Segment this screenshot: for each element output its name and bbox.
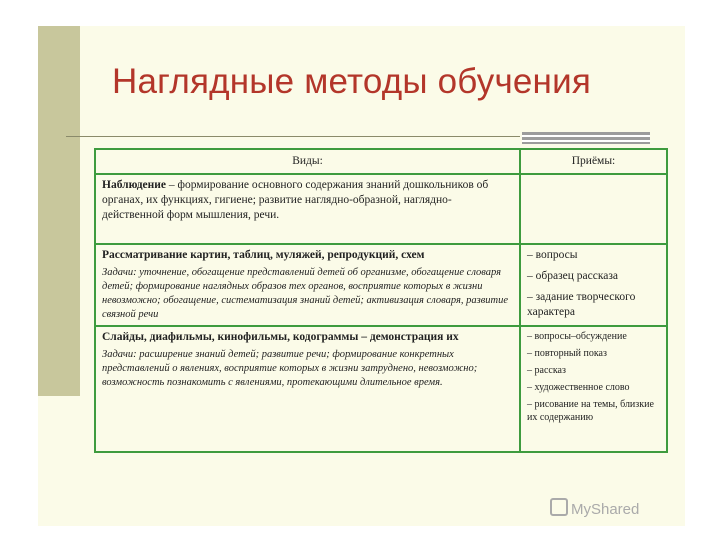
method-description: – формирование основного содержания знаний дошкольников об органах, их функциях, гигиене; развитие наглядно-образной, наглядно-действенной форм мышления, речи. (102, 179, 489, 221)
technique-item: – задание творческого характера (527, 291, 636, 318)
table-row (95, 244, 667, 326)
page-title: Наглядные методы обучения (112, 62, 591, 101)
myshared-logo-icon (550, 498, 568, 516)
technique-item: – вопросы (527, 249, 578, 261)
method-cell (95, 174, 520, 244)
method-cell (95, 326, 520, 452)
table-row (95, 326, 667, 452)
techniques-cell (520, 244, 667, 326)
technique-item: – повторный показ (527, 348, 607, 359)
method-tasks: Задачи: уточнение, обогащение представлений детей об организме, обогащение словаря детей; формирование наглядных образов тех органов, восприятие которых в жизни невозможно; обогащение, систематизация знаний детей; активизация словаря, развитие связной речи (102, 267, 509, 320)
title-rule-bars (522, 132, 650, 144)
title-rule (66, 136, 520, 137)
header-types: Виды: (95, 149, 520, 174)
technique-item: – образец рассказа (527, 270, 618, 282)
method-tasks: Задачи: расширение знаний детей; развитие речи; формирование конкретных представлений о явлениях, восприятие которых в жизни затруднено, невозможно; возможность познакомить с явлениями, протекающими длительное время. (102, 349, 478, 388)
techniques-cell (520, 326, 667, 452)
technique-item: – вопросы–обсуждение (527, 331, 627, 342)
watermark-text: MyShared (571, 501, 640, 518)
watermark (550, 498, 670, 518)
method-name: Слайды, диафильмы, кинофильмы, кодограммы – демонстрация их (102, 331, 459, 343)
technique-item: – рисование на темы, близкие их содержанию (527, 399, 654, 423)
header-techniques: Приёмы: (520, 149, 667, 174)
technique-item: – художественное слово (527, 382, 630, 393)
method-cell (95, 244, 520, 326)
methods-table (94, 148, 668, 453)
table-row (95, 174, 667, 244)
technique-item: – рассказ (527, 365, 566, 376)
techniques-cell (520, 174, 667, 244)
side-bar-decoration (38, 26, 80, 396)
method-name: Наблюдение (102, 179, 167, 191)
method-name: Рассматривание картин, таблиц, муляжей, репродукций, схем (102, 249, 425, 261)
table-header-row (95, 149, 667, 174)
